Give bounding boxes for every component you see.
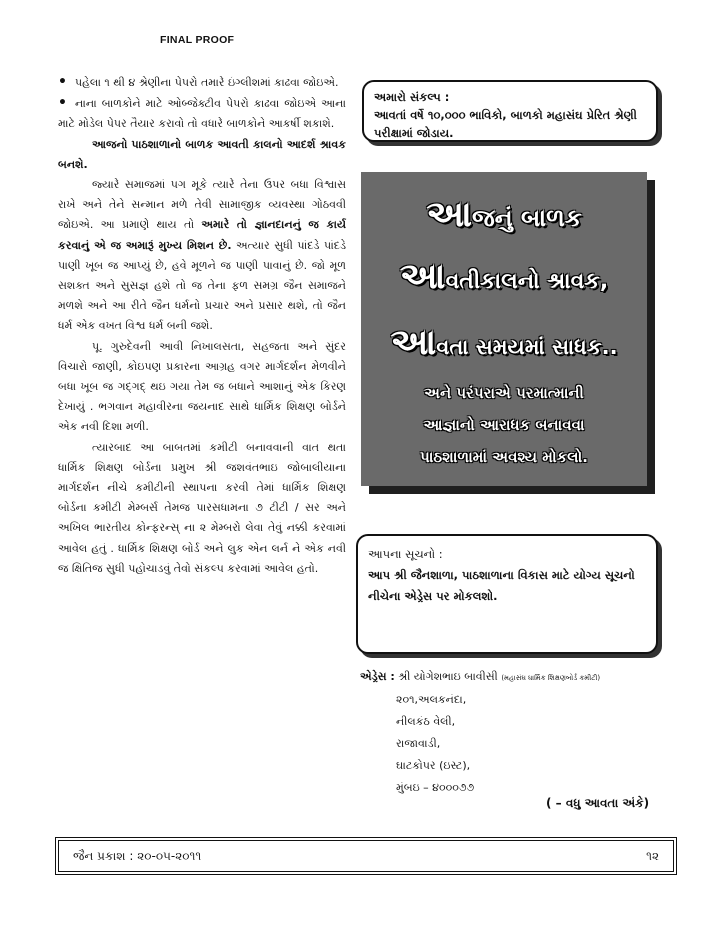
address-line-2: નીલકંઠ વેલી, (396, 715, 456, 728)
poster-line-1-rest: જનું બાળક (472, 204, 582, 232)
suggestions-text: આપ શ્રી જૈનશાળા, પાઠશાળાના વિકાસ માટે યોગ્ય સૂચનો નીચેના એડ્રેસ પર મોકલશો. (368, 568, 635, 603)
address-note: (મહાસંઘ ધાર્મિક શિક્ષણબોર્ડ કમીટી) (501, 674, 601, 682)
paragraph-4-c: અત્યાર સુધી પાંદડે પાંદડે પાણી ખૂબ જ આપ્યું છે, હવે મૂળને જ પાણી પાવાનું છે. જો મૂળ સશક્ત અને સુસજ્ઞ હશે તો જ તેના ફળ સમગ્ર જૈન સમાજને મળશે અને આ રીતે જૈન ધર્મનો પ્રચાર અને પ્રસાર થશે, તો જૈન ધર્મ એક વખત વિશ્વ ધર્મ બની જશે. (58, 238, 346, 333)
page-footer (58, 840, 674, 872)
poster-line-1-big: આ (426, 194, 473, 235)
paragraph-4 (58, 175, 346, 337)
paragraph-6: ત્યારબાદ આ બાબતમાં કમીટી બનાવવાની વાત થતા ધાર્મિક શિક્ષણ બોર્ડના પ્રમુખ શ્રી જશવંતભાઇ જોબાલીયાના માર્ગદર્શન નીચે કમીટીની સ્થાપના કરવી તેમાં ધાર્મિક શિક્ષણ બોર્ડના કમીટી મેમ્બર્સ તેમજ પારસધામના ૭ ટીટી / સર અને અખિલ ભારતીય કોન્ફરન્સ્‌ ના ૨ મેમ્બરો લેવા તેવું નક્કી કરવામાં આવેલ હતું . ધાર્મિક શિક્ષણ બોર્ડ અને લુક એન લર્ન ને એક નવી જ ક્ષિતિજ સુધી પહોચાડવું તેવો સંકલ્પ કરવામાં આવેલ હતો. (58, 440, 346, 575)
poster-line-2-rest: વતીકાલનો શ્રાવક, (445, 269, 609, 294)
page-number: ૧૨ (646, 849, 659, 863)
poster-sub-1: અને પરંપરાએ પરમાત્માની (424, 384, 584, 402)
continued-note: ( – વધુ આવતા અંકે) (546, 796, 650, 810)
poster-box (361, 172, 647, 486)
paragraph-4-b: અમારે તો જ્ઞાનદાનનું જ કાર્ય કરવાનું એ જ અમારૂં મુખ્ય મિશન છે. (58, 218, 346, 252)
address-name: શ્રી યોગેશભાઇ બાવીસી (394, 670, 502, 683)
paragraph-1: • પહેલા ૧ થી ૪ શ્રેણીના પેપરો તમારે ઇંગ્લીશમાં કાઢવા જોઇએ. (58, 72, 346, 93)
paragraph-5: પૂ. ગુરુદેવની આવી નિખાલસતા, સહજતા અને સુંદર વિચારો જાણી, કોઇપણ પ્રકારના આગ્રહ વગર માર્ગદર્શન મેળવીને બધા ખૂબ જ ગદ્‌ગદ્‌ થઇ ગયા તેમ જ બધાને આશાનું એક કિરણ દેખાયું . ભગવાન મહાવીરના જયનાદ સાથે ધાર્મિક શિક્ષણ બોર્ડને એક નવી દિશા મળી. (58, 339, 346, 434)
poster-sub-2: આજ્ઞાનો આરાધક બનાવવા (423, 416, 585, 434)
address-label: એડ્રેસ : (360, 670, 395, 683)
suggestions-title: આપના સૂચનો : (368, 547, 443, 561)
poster-line-2 (361, 256, 647, 298)
left-column (58, 72, 346, 579)
footer-publication: જૈન પ્રકાશ : ૨૦-૦૫-૨૦૧૧ (73, 849, 202, 863)
address-line-1: ૨૦૧,અલકનંદા, (396, 693, 467, 706)
poster-line-3-rest: વતા સમયમાં સાધક.. (436, 335, 618, 359)
paragraph-2: • નાના બાળકોને માટે ઓબ્જેક્ટીવ પેપરો કાઢવા જોઇએ આના માટે મોડેલ પેપર તૈયાર કરાવો તો વધારે બાળકોને આકર્ષી શકાશે. (58, 93, 346, 134)
poster-sub-3: પાઠશાળામાં અવશ્ય મોકલો. (420, 448, 588, 466)
paragraph-4-a: જ્યારે સમાજમાં પગ મૂકે ત્યારે તેના ઉપર બધા વિશ્વાસ રાખે અને તેને સન્માન મળે તેવી સામાજીક વ્યવસ્થા ગોઠવવી જોઇએ. આ પ્રમાણે થાય તો (58, 178, 346, 232)
poster-line-2-big: આ (399, 256, 446, 297)
address-block (360, 666, 680, 799)
address-line-4: ઘાટકોપર (ઇસ્ટ), (396, 759, 471, 772)
poster-line-3-big: આ (390, 322, 437, 363)
sankalp-title: અમારો સંકલ્પ : (374, 90, 450, 104)
sankalp-text: આવતાં વર્ષે ૧૦,૦૦૦ ભાવિકો, બાળકો મહાસંઘ પ્રેરિત શ્રેણી પરીક્ષામાં જોડાય. (374, 108, 637, 140)
poster-line-1 (361, 194, 647, 236)
paragraph-3: આજનો પાઠશાળાનો બાળક આવતી કાલનો આદર્શ શ્રાવક બનશે. (58, 137, 346, 171)
address-line-3: રાજાવાડી, (396, 737, 441, 750)
poster-line-3 (361, 322, 647, 364)
final-proof-header: FINAL PROOF (160, 34, 235, 46)
suggestions-box (356, 534, 658, 654)
address-first-line (360, 666, 680, 689)
sankalp-box (362, 80, 658, 142)
address-line-5: મુંબઇ – ૪૦૦૦૭૭ (396, 781, 475, 794)
